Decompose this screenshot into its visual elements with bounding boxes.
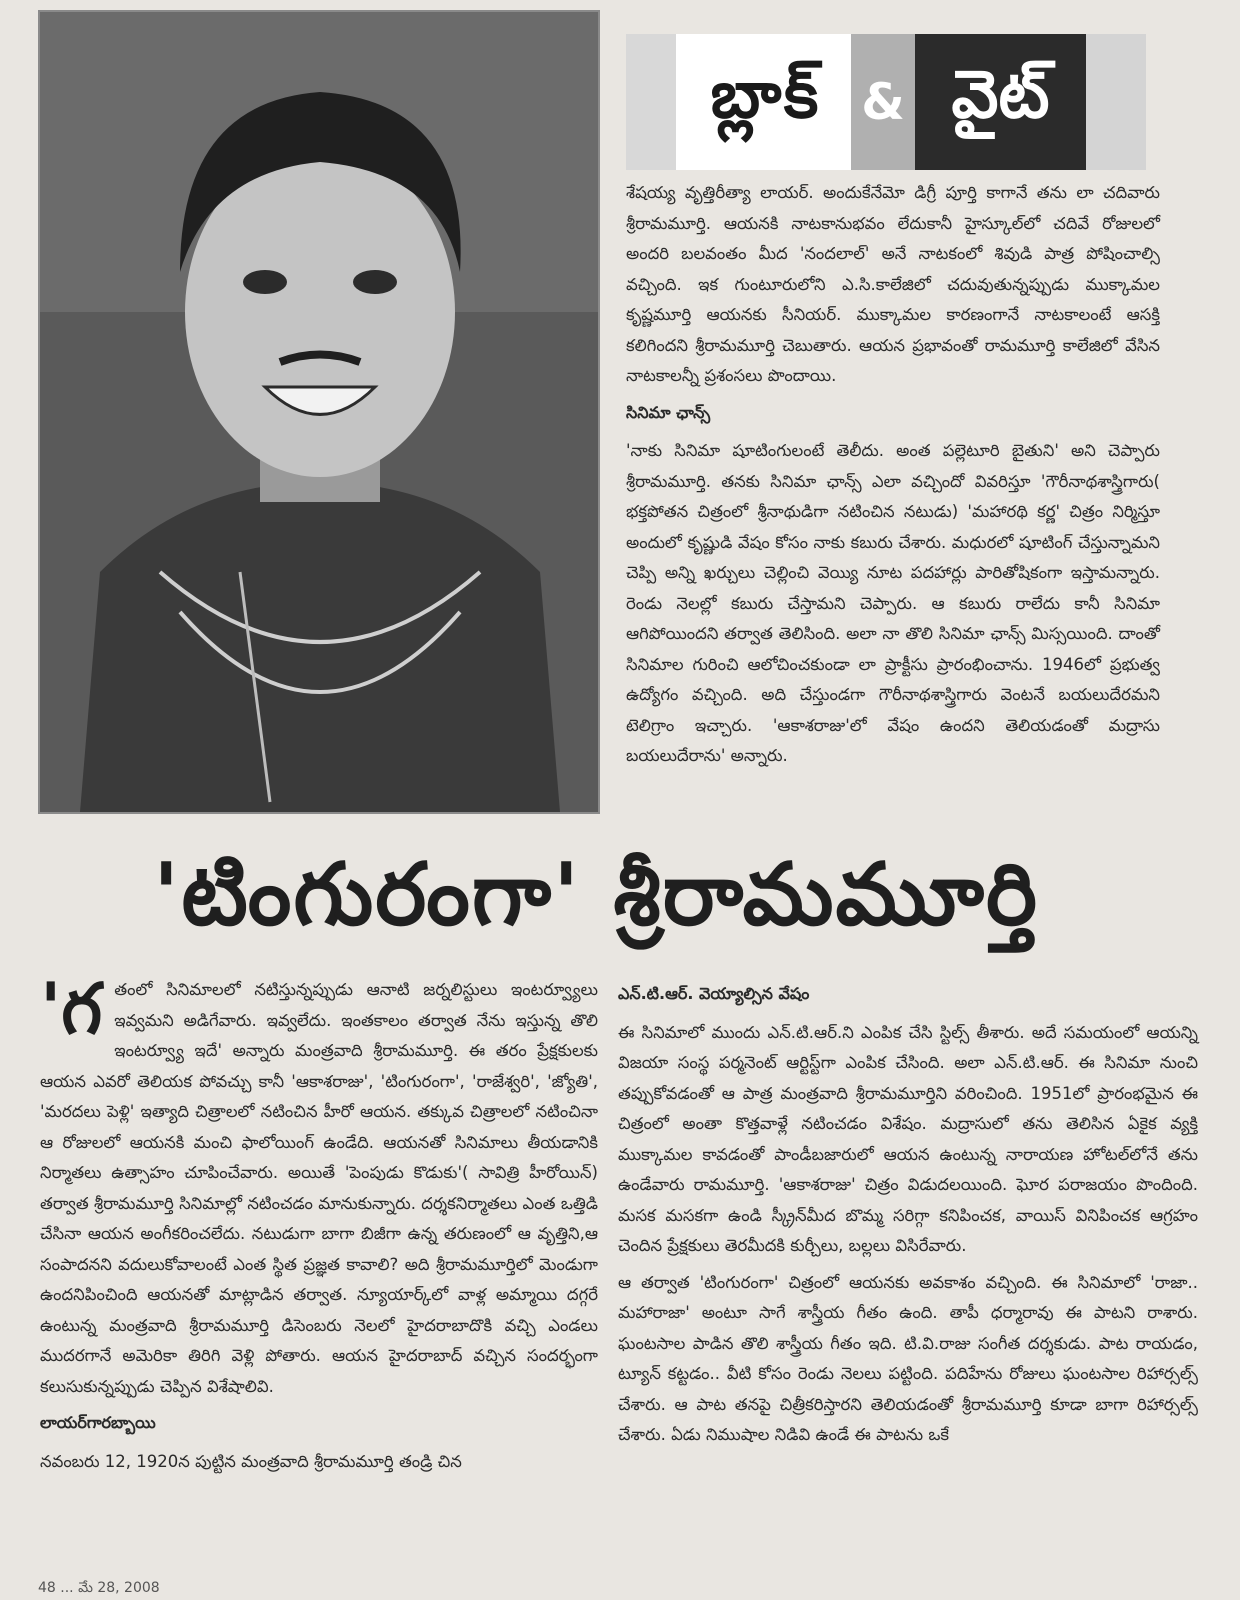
right-column-article (626, 178, 1160, 818)
banner-ampersand: & (851, 34, 915, 170)
black-and-white-banner (626, 34, 1146, 170)
right-paragraph-1: శేషయ్య వృత్తిరీత్యా లాయర్. అందుకేనేమో డిగ్రీ పూర్తి కాగానే తను లా చదివారు శ్రీరామమూర్తి. ఆయనకి నాటకానుభవం లేదుకానీ హైస్కూల్‌లో చదివే రోజులలో అందరి బలవంతం మీద 'నందలాల్' అనే నాటకంలో శివుడి పాత్ర పోషించాల్సి వచ్చింది. ఇక గుంటూరులోని ఎ.సి.కాలేజిలో చదువుతున్నప్పుడు ముక్కామల కృష్ణమూర్తి ఆయనకు సీనియర్. ముక్కామల కారణంగానే నాటకాలంటే ఆసక్తి కలిగిందని శ్రీరామమూర్తి చెబుతారు. ఆయన ప్రభావంతో రామమూర్తి కాలేజిలో వేసిన నాటకాలన్నీ ప్రశంసలు పొందాయి. (626, 183, 1160, 385)
portrait-photo (38, 10, 600, 814)
film-reel-icon (1086, 34, 1146, 170)
left-paragraph-1: తంలో సినిమాలలో నటిస్తున్నప్పుడు ఆనాటి జర్నలిస్టులు ఇంటర్వ్యూలు ఇవ్వమని అడిగేవారు. ఇవ్వలేదు. ఇంతకాలం తర్వాత నేను ఇస్తున్న తొలి ఇంటర్వ్యూ ఇదే' అన్నారు మంత్రవాది శ్రీరామమూర్తి. ఈ తరం ప్రేక్షకులకు ఆయన ఎవరో తెలియక పోవచ్చు కానీ 'ఆకాశరాజు', 'టింగురంగా', 'రాజేశ్వరి', 'జ్యోతి', 'మరదలు పెళ్లి' ఇత్యాది చిత్రాలలో నటించిన హీరో ఆయన. తక్కువ చిత్రాలలో నటించినా ఆ రోజులలో ఆయనకి మంచి ఫాలోయింగ్ ఉండేది. ఆయనతో సినిమాలు తీయడానికి నిర్మాతలు ఉత్సాహం చూపించేవారు. అయితే 'పెంపుడు కొడుకు'( సావిత్రి హీరోయిన్) తర్వాత శ్రీరామమూర్తి సినిమాల్లో నటించడం మానుకున్నారు. దర్శకనిర్మాతలు ఎంత ఒత్తిడి చేసినా ఆయన అంగీకరించలేదు. నటుడుగా బాగా బిజీగా ఉన్న తరుణంలో ఆ వృత్తిని,ఆ సంపాదనని వదులుకోవాలంటే ఎంత స్థిత ప్రజ్ఞత కావాలి? అది శ్రీరామమూర్తిలో మెండుగా ఉందనిపించింది ఆయనతో మాట్లాడిన తర్వాత. న్యూయార్క్‌లో వాళ్ల అమ్మాయి దగ్గరే ఉంటున్న మంత్రవాది శ్రీరామమూర్తి డిసెంబరు నెలలో హైదరాబాదొకి వచ్చి ఎండలు ముదరగానే అమెరికా తిరిగి వెళ్లి పోతారు. ఆయన హైదరాబాద్ వచ్చిన సందర్భంగా కలుసుకున్నప్పుడు చెప్పిన విశేషాలివి. (40, 980, 598, 1396)
headline: 'టింగురంగా' శ్రీరామమూర్తి (153, 844, 1039, 945)
banner-white-text: వైట్ (915, 34, 1086, 170)
middle-paragraph-2: ఆ తర్వాత 'టింగురంగా' చిత్రంలో ఆయనకు అవకాశం వచ్చింది. ఈ సినిమాలో 'రాజా.. మహారాజా' అంటూ సాగే శాస్త్రీయ గీతం ఉంది. తాపీ ధర్మారావు ఈ పాటని రాశారు. ఘంటసాల పాడిన తొలి శాస్త్రీయ గీతం ఇది. టి.వి.రాజు సంగీత దర్శకుడు. పాట రాయడం, ట్యూన్ కట్టడం.. వీటి కోసం రెండు నెలలు పట్టింది. పదిహేను రోజులు ఘంటసాల రిహార్సల్స్ చేశారు. ఆ పాట తనపై చిత్రీకరిస్తారని తెలియడంతో శ్రీరామమూర్తి కూడా బాగా రిహార్సల్స్ చేశారు. ఏడు నిముషాల నిడివి ఉండే ఈ పాటను ఒకే (618, 1272, 1198, 1444)
subhead-cinema-chance: సినిమా ఛాన్స్ (626, 402, 711, 422)
dropcap: 'గ (40, 968, 103, 1050)
film-strip-icon (626, 34, 680, 170)
left-paragraph-2: నవంబరు 12, 1920న పుట్టిన మంత్రవాది శ్రీరామమూర్తి తండ్రి చిన (40, 1451, 462, 1471)
right-paragraph-2: 'నాకు సినిమా షూటింగులంటే తెలీదు. అంత పల్లెటూరి బైతుని' అని చెప్పారు శ్రీరామమూర్తి. తనకు సినిమా ఛాన్స్ ఎలా వచ్చిందో వివరిస్తూ 'గౌరీనాథశాస్త్రిగారు( భక్తపోతన చిత్రంలో శ్రీనాథుడిగా నటించిన నటుడు) 'మహారథి కర్ణ' చిత్రం నిర్మిస్తూ అందులో కృష్ణుడి వేషం కోసం నాకు కబురు చేశారు. మధురలో షూటింగ్ చేస్తున్నామని చెప్పి అన్ని ఖర్చులు చెల్లించి వెయ్యి నూట పదహార్లు పారితోషికంగా ఇస్తామన్నారు. రెండు నెలల్లో కబురు చేస్తామని చెప్పారు. ఆ కబురు రాలేదు కానీ సినిమా ఆగిపోయిందని తర్వాత తెలిసింది. అలా నా తొలి సినిమా ఛాన్స్ మిస్సయింది. దాంతో సినిమాల గురించి ఆలోచించకుండా లా ప్రాక్టీసు ప్రారంభించాను. 1946లో ప్రభుత్వ ఉద్యోగం వచ్చింది. అది చేస్తుండగా గౌరీనాథశాస్త్రిగారు వెంటనే బయలుదేరమని టెలిగ్రాం ఇచ్చారు. 'ఆకాశరాజు'లో వేషం ఉందని తెలియడంతో మద్రాసు బయలుదేరాను' అన్నారు. (626, 441, 1160, 765)
middle-paragraph-1: ఈ సినిమాలో ముందు ఎన్.టి.ఆర్.ని ఎంపిక చేసి స్టిల్స్ తీశారు. అదే సమయంలో ఆయన్ని విజయా సంస్థ పర్మనెంట్ ఆర్టిస్ట్‌గా ఎంపిక చేసింది. అలా ఎన్.టి.ఆర్. ఈ సినిమా నుంచి తప్పుకోవడంతో ఆ పాత్ర మంత్రవాది శ్రీరామమూర్తిని వరించింది. 1951లో ప్రారంభమైన ఈ చిత్రంలో అంతా కొత్తవాళ్లే నటించడం విశేషం. మద్రాసులో తను తెలిసిన ఏకైక వ్యక్తి ముక్కామల కావడంతో పాండీబజారులో ఆయన ఉంటున్న నారాయణ హోటల్‌లోనే తను ఉండేవారు రామమూర్తి. 'ఆకాశరాజు' చిత్రం విడుదలయింది. ఘోర పరాజయం పొందింది. మసక మసకగా ఉండి స్క్రీన్‌మీద బొమ్మ సరిగ్గా కనిపించక, వాయిస్ వినిపించక ఆగ్రహం చెందిన ప్రేక్షకులు తెరమీదకి కుర్చీలు, బల్లలు విసిరేవారు. (618, 1022, 1198, 1255)
subhead-ntr-role: ఎన్.టి.ఆర్. వెయ్యాల్సిన వేషం (618, 984, 810, 1003)
left-column-article (40, 968, 598, 1575)
middle-column-article (618, 975, 1198, 1575)
subhead-lawyer-son: లాయర్‌గారబ్బాయి (40, 1413, 156, 1432)
banner-black-text: బ్లాక్ (680, 34, 851, 170)
page-footer: 48 ... మే 28, 2008 (38, 1580, 160, 1596)
